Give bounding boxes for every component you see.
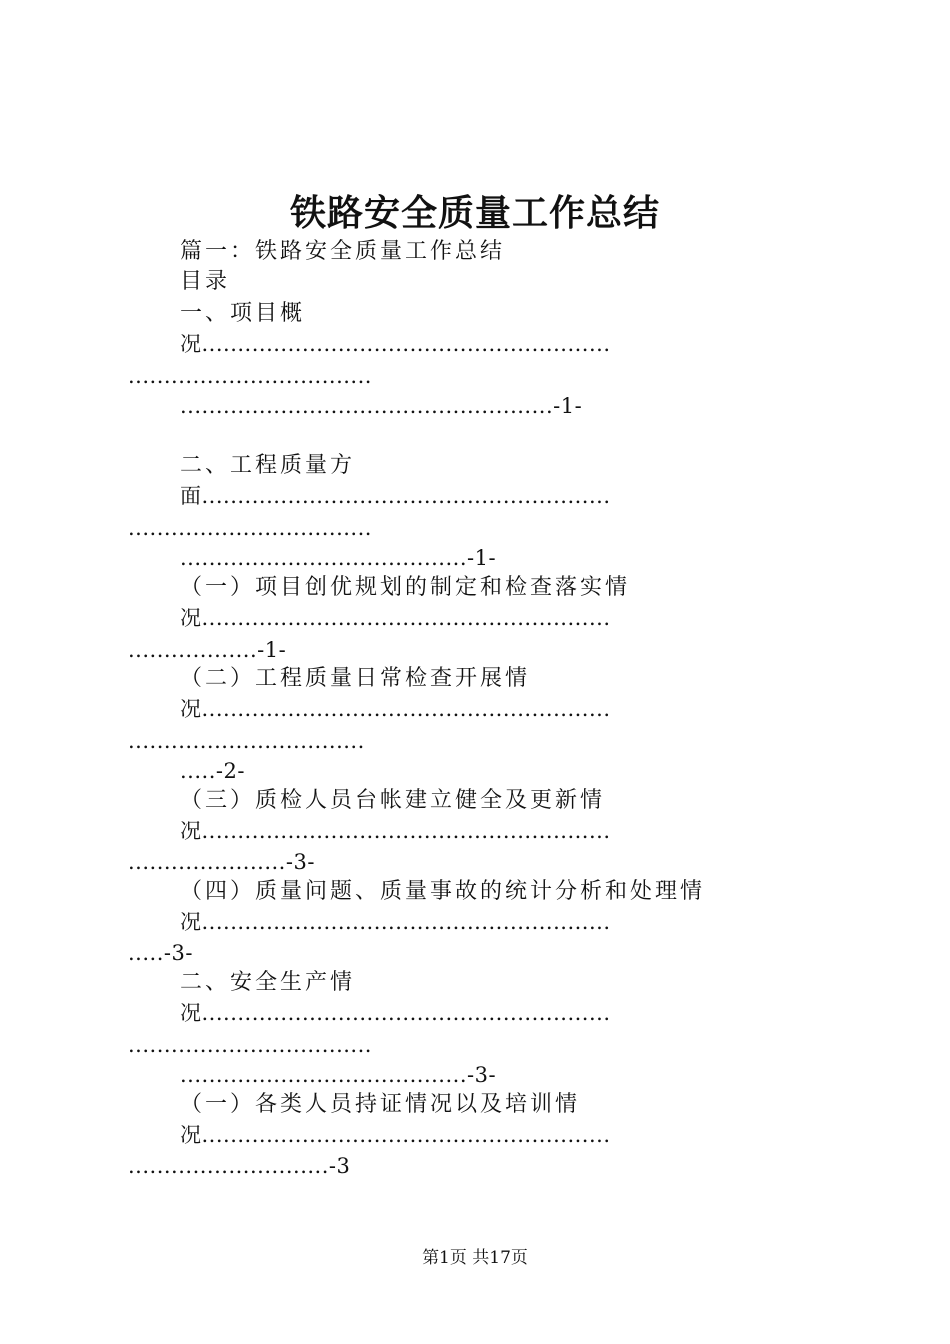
toc-entry-line: 况......................................................... bbox=[180, 1001, 611, 1025]
toc-entry-line: （三）质检人员台帐建立健全及更新情 bbox=[180, 788, 606, 813]
toc-entry-line: ........................................-3- bbox=[180, 1063, 497, 1087]
toc-entry-line: （一）各类人员持证情况以及培训情 bbox=[180, 1092, 581, 1117]
toc-entry-line: ..................-1- bbox=[128, 638, 287, 662]
toc-entry-line: ................................. bbox=[128, 729, 365, 753]
toc-entry-line: 况......................................................... bbox=[180, 697, 611, 721]
toc-entry-line: 面......................................................... bbox=[180, 484, 611, 508]
toc-entry-line: ........................................-1- bbox=[180, 546, 497, 570]
toc-entry-line: ......................-3- bbox=[128, 850, 315, 874]
toc-entry-line: .................................. bbox=[128, 516, 372, 540]
toc-entry-line: 一、项目概 bbox=[180, 301, 306, 326]
toc-entry-line: 况......................................................... bbox=[180, 332, 611, 356]
page-footer: 第1页 共17页 bbox=[422, 1248, 528, 1268]
toc-entry-line: .................................. bbox=[128, 1033, 372, 1057]
toc-entry-line: ....................................................-1- bbox=[180, 394, 583, 418]
toc-entry-line: ............................-3 bbox=[128, 1154, 351, 1178]
toc-entry-line: （一）项目创优规划的制定和检查落实情 bbox=[180, 575, 631, 600]
article-heading: 篇一：铁路安全质量工作总结 bbox=[180, 239, 506, 264]
toc-entry-line: .....-2- bbox=[180, 759, 245, 783]
document-title: 铁路安全质量工作总结 bbox=[289, 192, 660, 234]
toc-entry-line: .....-3- bbox=[128, 941, 193, 965]
toc-entry-line: 况......................................................... bbox=[180, 910, 611, 934]
toc-heading: 目录 bbox=[180, 269, 231, 294]
toc-entry-line: .................................. bbox=[128, 364, 372, 388]
toc-entry-line: 况......................................................... bbox=[180, 1123, 611, 1147]
toc-entry-line: 二、安全生产情 bbox=[180, 970, 356, 995]
toc-entry-line: 况......................................................... bbox=[180, 606, 611, 630]
toc-entry-line: （二）工程质量日常检查开展情 bbox=[180, 666, 531, 691]
toc-entry-line: 况......................................................... bbox=[180, 819, 611, 843]
toc-entry-line: （四）质量问题、质量事故的统计分析和处理情 bbox=[180, 879, 706, 904]
toc-entry-line: 二、工程质量方 bbox=[180, 453, 356, 478]
